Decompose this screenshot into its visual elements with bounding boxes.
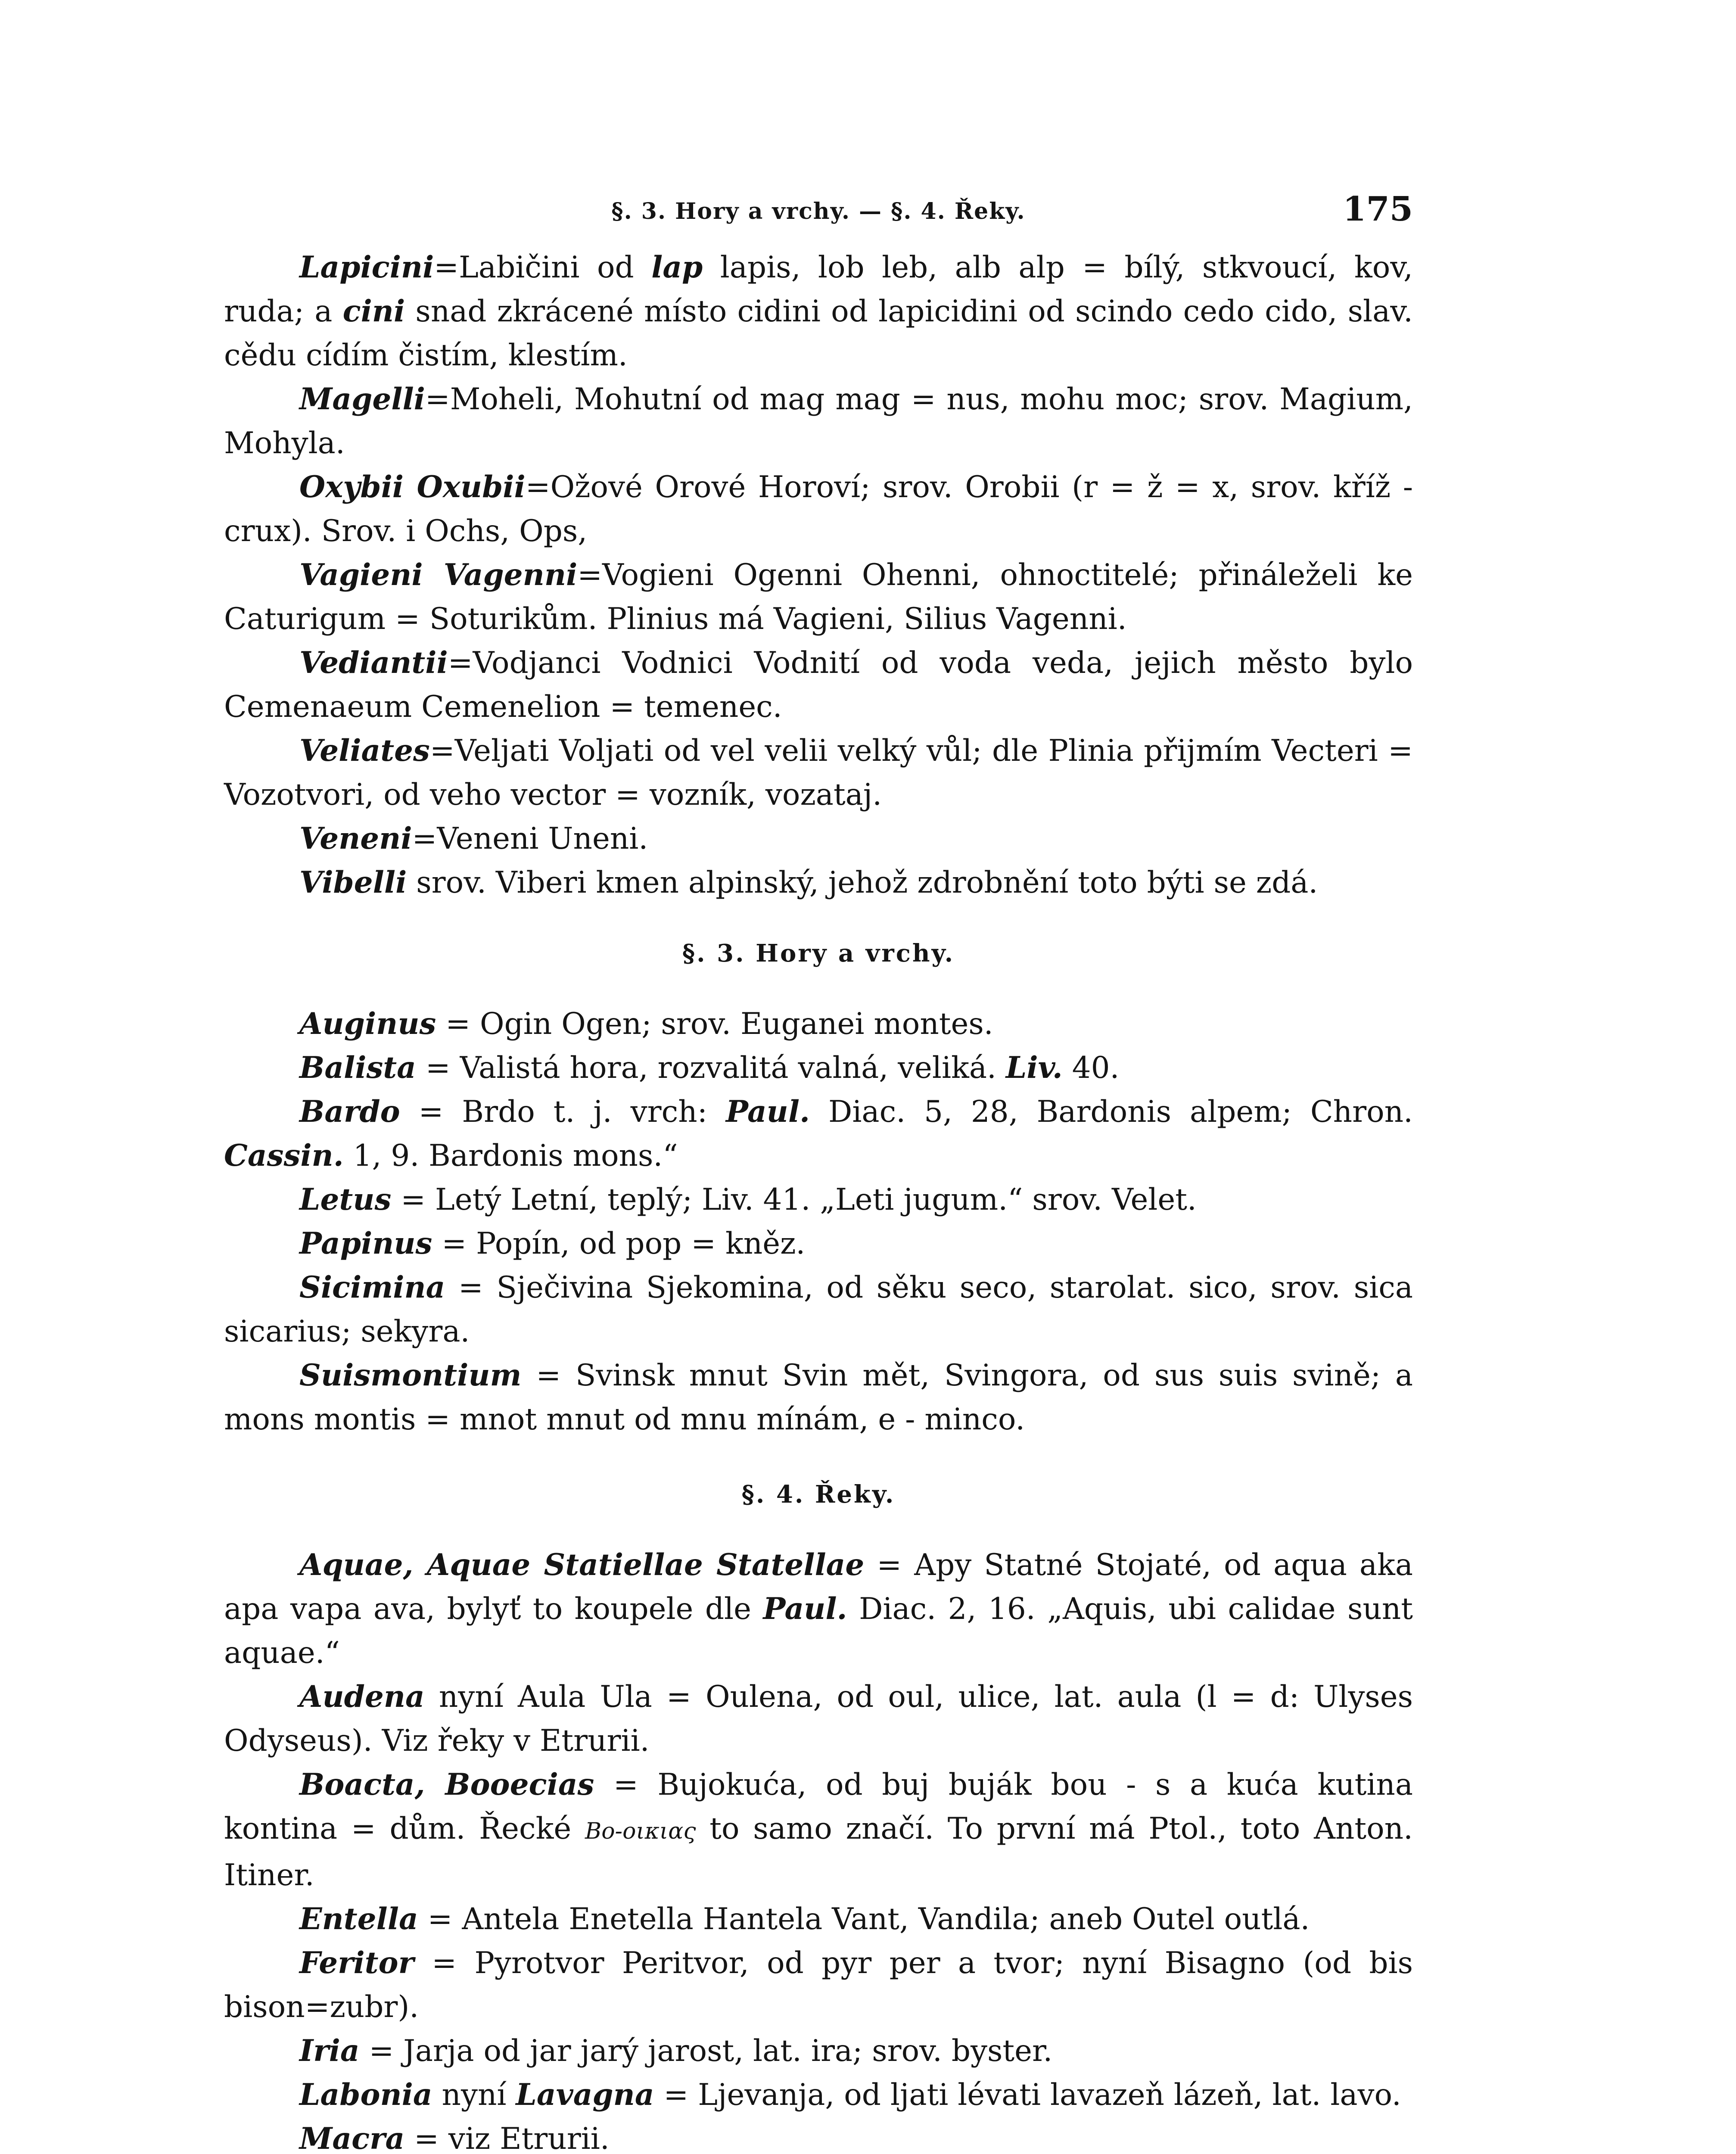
entry-entella bbox=[224, 1897, 1413, 1941]
entry-text: =Veljati Voljati od vel velii velký vůl; dle Plinia přijmím Vecteri = Vozotvori, od veho vector = vozník, vozataj. bbox=[224, 734, 1413, 812]
entry-term: Veneni bbox=[299, 821, 412, 856]
entry-text: = viz Etrurii. bbox=[404, 2122, 610, 2154]
entry-text: = Ogin Ogen; srov. Euganei montes. bbox=[436, 1007, 993, 1041]
entry-text: =Labičini od bbox=[434, 250, 652, 285]
entry-text: = Bujokuća, od buj buják bou - s a kuća kutina kontina = dům. Řecké bbox=[224, 1768, 1413, 1846]
entry-labonia bbox=[224, 2073, 1413, 2117]
entry-term: Vibelli bbox=[299, 865, 407, 900]
entry-term: cini bbox=[342, 294, 405, 329]
entry-term: Audena bbox=[299, 1679, 425, 1714]
entry-text: 1, 9. Bardonis mons.“ bbox=[343, 1139, 678, 1173]
entry-text: = Pyrotvor Peritvor, od pyr per a tvor; nyní Bisagno (od bis bison=zubr). bbox=[224, 1946, 1413, 2024]
entry-veneni bbox=[224, 817, 1413, 861]
entry-term: Letus bbox=[299, 1182, 392, 1217]
entry-text: =Veneni Uneni. bbox=[412, 822, 648, 856]
entry-term: Vediantii bbox=[299, 645, 448, 680]
entry-auginus bbox=[224, 1002, 1413, 1046]
entry-text: = Letý Letní, teplý; Liv. 41. „Leti jugum.“ srov. Velet. bbox=[391, 1183, 1197, 1217]
entry-lapicini bbox=[224, 246, 1413, 377]
entry-term: Sicimina bbox=[299, 1270, 445, 1305]
entry-text: to samo značí. To první má Ptol., toto Anton. Itiner. bbox=[224, 1812, 1413, 1893]
entry-reference: Paul. bbox=[763, 1591, 847, 1626]
entry-text: snad zkrácené místo cidini od lapicidini od scindo cedo cido, slav. cědu cídím čistím, klestím. bbox=[224, 294, 1413, 373]
entry-reference: Liv. bbox=[1005, 1050, 1063, 1085]
entry-term: lap bbox=[651, 250, 703, 285]
entry-iria bbox=[224, 2029, 1413, 2073]
greek-word: Βο-οικιας bbox=[585, 1818, 696, 1844]
entry-term: Papinus bbox=[299, 1226, 432, 1261]
entry-text: =Vogieni Ogenni Ohenni, ohnoctitelé; přináleželi ke Caturigum = Soturikům. Plinius má Vagieni, Silius Vagenni. bbox=[224, 558, 1413, 636]
section-heading-reky: §. 4. Řeky. bbox=[741, 1480, 896, 1509]
entry-magelli bbox=[224, 377, 1413, 465]
entry-term: Oxybii Oxubii bbox=[299, 470, 526, 504]
entry-text: = Antela Enetella Hantela Vant, Vandila; aneb Outel outlá. bbox=[418, 1902, 1310, 1936]
entry-macra bbox=[224, 2117, 1413, 2154]
entry-term: Magelli bbox=[299, 382, 425, 417]
entry-audena bbox=[224, 1675, 1413, 1763]
entry-papinus bbox=[224, 1222, 1413, 1266]
entry-text: = Valistá hora, rozvalitá valná, veliká. bbox=[416, 1051, 1006, 1085]
entry-vagieni bbox=[224, 553, 1413, 641]
entry-sicimina bbox=[224, 1266, 1413, 1354]
entry-term: Suismontium bbox=[299, 1358, 522, 1393]
entry-text: Diac. 5, 28, Bardonis alpem; Chron. bbox=[810, 1095, 1413, 1129]
entry-term: Boacta, Booecias bbox=[299, 1767, 594, 1802]
entry-text: srov. Viberi kmen alpinský, jehož zdrobnění toto býti se zdá. bbox=[407, 865, 1318, 900]
entry-reference: Cassin. bbox=[224, 1138, 344, 1173]
page-number: 175 bbox=[1343, 190, 1413, 229]
entry-term: Macra bbox=[299, 2121, 405, 2154]
entry-text: = Apy Statné Stojaté, od aqua aka apa vapa ava, bylyť to koupele dle bbox=[224, 1548, 1413, 1626]
entry-text: = Svinsk mnut Svin mět, Svingora, od sus suis svině; a mons montis = mnot mnut od mnu mínám, e - minco. bbox=[224, 1358, 1413, 1437]
entry-boacta bbox=[224, 1763, 1413, 1897]
entry-term: Vagieni Vagenni bbox=[299, 557, 578, 592]
entry-aquae bbox=[224, 1543, 1413, 1675]
entry-term: Balista bbox=[299, 1050, 416, 1085]
entry-text: =Ožové Orové Horoví; srov. Orobii (r = ž = x, srov. kříž - crux). Srov. i Ochs, Ops, bbox=[224, 470, 1413, 548]
entry-reference: Paul. bbox=[725, 1094, 810, 1129]
running-title: §. 3. Hory a vrchy. — §. 4. Řeky. bbox=[611, 198, 1026, 224]
entry-term: Lapicini bbox=[299, 250, 434, 285]
entry-bardo bbox=[224, 1090, 1413, 1178]
section-heading-hory: §. 3. Hory a vrchy. bbox=[682, 939, 955, 968]
entry-text: Diac. 2, 16. „Aquis, ubi calidae sunt aquae.“ bbox=[224, 1592, 1413, 1670]
entry-text: = Popín, od pop = kněz. bbox=[432, 1226, 806, 1261]
entry-text: =Vodjanci Vodnici Vodnití od voda veda, jejich město bylo Cemenaeum Cemenelion = temenec. bbox=[224, 646, 1413, 724]
entry-balista bbox=[224, 1046, 1413, 1090]
entry-term: Feritor bbox=[299, 1945, 414, 1980]
entry-vibelli bbox=[224, 861, 1413, 905]
entry-text: =Moheli, Mohutní od mag mag = nus, mohu moc; srov. Magium, Mohyla. bbox=[224, 382, 1413, 461]
entry-term: Iria bbox=[299, 2033, 360, 2068]
entry-veliates bbox=[224, 729, 1413, 817]
running-head bbox=[224, 190, 1413, 233]
entry-text: lapis, lob leb, alb alp = bílý, stkvoucí, kov, ruda; a bbox=[224, 250, 1413, 329]
entry-vediantii bbox=[224, 641, 1413, 729]
entry-text: 40. bbox=[1062, 1051, 1120, 1085]
entry-suismontium bbox=[224, 1354, 1413, 1441]
entry-text: = Sječivina Sjekomina, od sěku seco, starolat. sico, srov. sica sicarius; sekyra. bbox=[224, 1270, 1413, 1349]
entry-text: = Ljevanja, od ljati lévati lavazeň lázeň, lat. lavo. bbox=[654, 2078, 1401, 2112]
entry-text: = Brdo t. j. vrch: bbox=[400, 1095, 726, 1129]
entry-letus bbox=[224, 1178, 1413, 1222]
entry-term: Lavagna bbox=[516, 2077, 654, 2112]
entry-term: Veliates bbox=[299, 733, 430, 768]
entry-text: nyní Aula Ula = Oulena, od oul, ulice, lat. aula (l = d: Ulyses Odyseus). Viz řeky v Etrurii. bbox=[224, 1680, 1413, 1758]
entry-term: Entella bbox=[299, 1902, 418, 1936]
entry-text: nyní bbox=[432, 2078, 516, 2112]
entry-oxybii bbox=[224, 465, 1413, 553]
entry-term: Labonia bbox=[299, 2077, 432, 2112]
entry-term: Bardo bbox=[299, 1094, 400, 1129]
entry-term: Auginus bbox=[299, 1006, 436, 1041]
body-text bbox=[224, 246, 1413, 2154]
entry-term: Aquae, Aquae Statiellae Statellae bbox=[299, 1547, 865, 1582]
entry-feritor bbox=[224, 1941, 1413, 2029]
entry-text: = Jarja od jar jarý jarost, lat. ira; srov. byster. bbox=[359, 2034, 1053, 2068]
